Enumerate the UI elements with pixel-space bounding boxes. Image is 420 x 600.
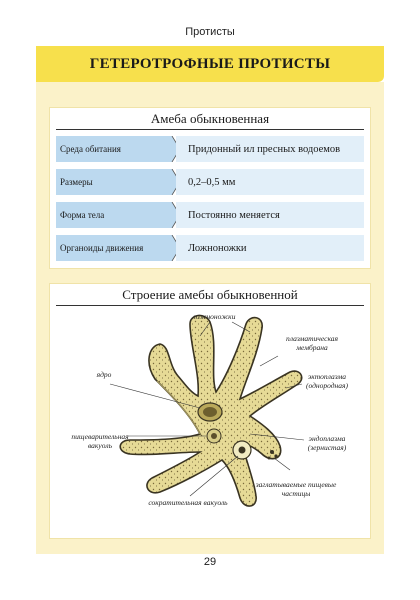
info-row-size: [56, 169, 364, 195]
label-pseudopods: ложноножки: [192, 312, 236, 321]
section-title-bar: [36, 46, 384, 82]
row-value: Постоянно меняется: [176, 202, 364, 228]
label-nucleus: ядро: [96, 370, 112, 379]
label-membrane: плазматическая мембрана: [286, 334, 338, 352]
row-value: 0,2–0,5 мм: [176, 169, 364, 195]
info-row-locomotion: [56, 235, 364, 261]
info-row-habitat: [56, 136, 364, 162]
section-title: ГЕТЕРОТРОФНЫЕ ПРОТИСТЫ: [89, 55, 331, 72]
amoeba-structure-card: [50, 284, 370, 538]
info-row-body-shape: [56, 202, 364, 228]
amoeba-info-card: [50, 108, 370, 268]
label-digestive-vacuole: пищеварительная вакуоль: [71, 432, 129, 450]
row-value: Придонный ил пресных водоемов: [176, 136, 364, 162]
label-ectoplasm: эктоплазма (однородная): [305, 372, 349, 390]
label-food-particles: заглатываемые пищевые частицы: [255, 480, 337, 498]
row-label: Форма тела: [56, 202, 164, 228]
row-label: Среда обитания: [56, 136, 164, 162]
info-card-title: Амеба обыкновенная: [56, 108, 364, 130]
diagram-card-title: Строение амебы обыкновенной: [56, 284, 364, 306]
row-label: Органоиды движения: [56, 235, 164, 261]
page-number: 29: [203, 556, 217, 568]
running-head: Протисты: [185, 26, 235, 38]
row-label: Размеры: [56, 169, 164, 195]
label-endoplasm: эндоплазма (зернистая): [307, 434, 347, 452]
row-value: Ложноножки: [176, 235, 364, 261]
label-contractile-vacuole: сократительная вакуоль: [148, 498, 228, 507]
